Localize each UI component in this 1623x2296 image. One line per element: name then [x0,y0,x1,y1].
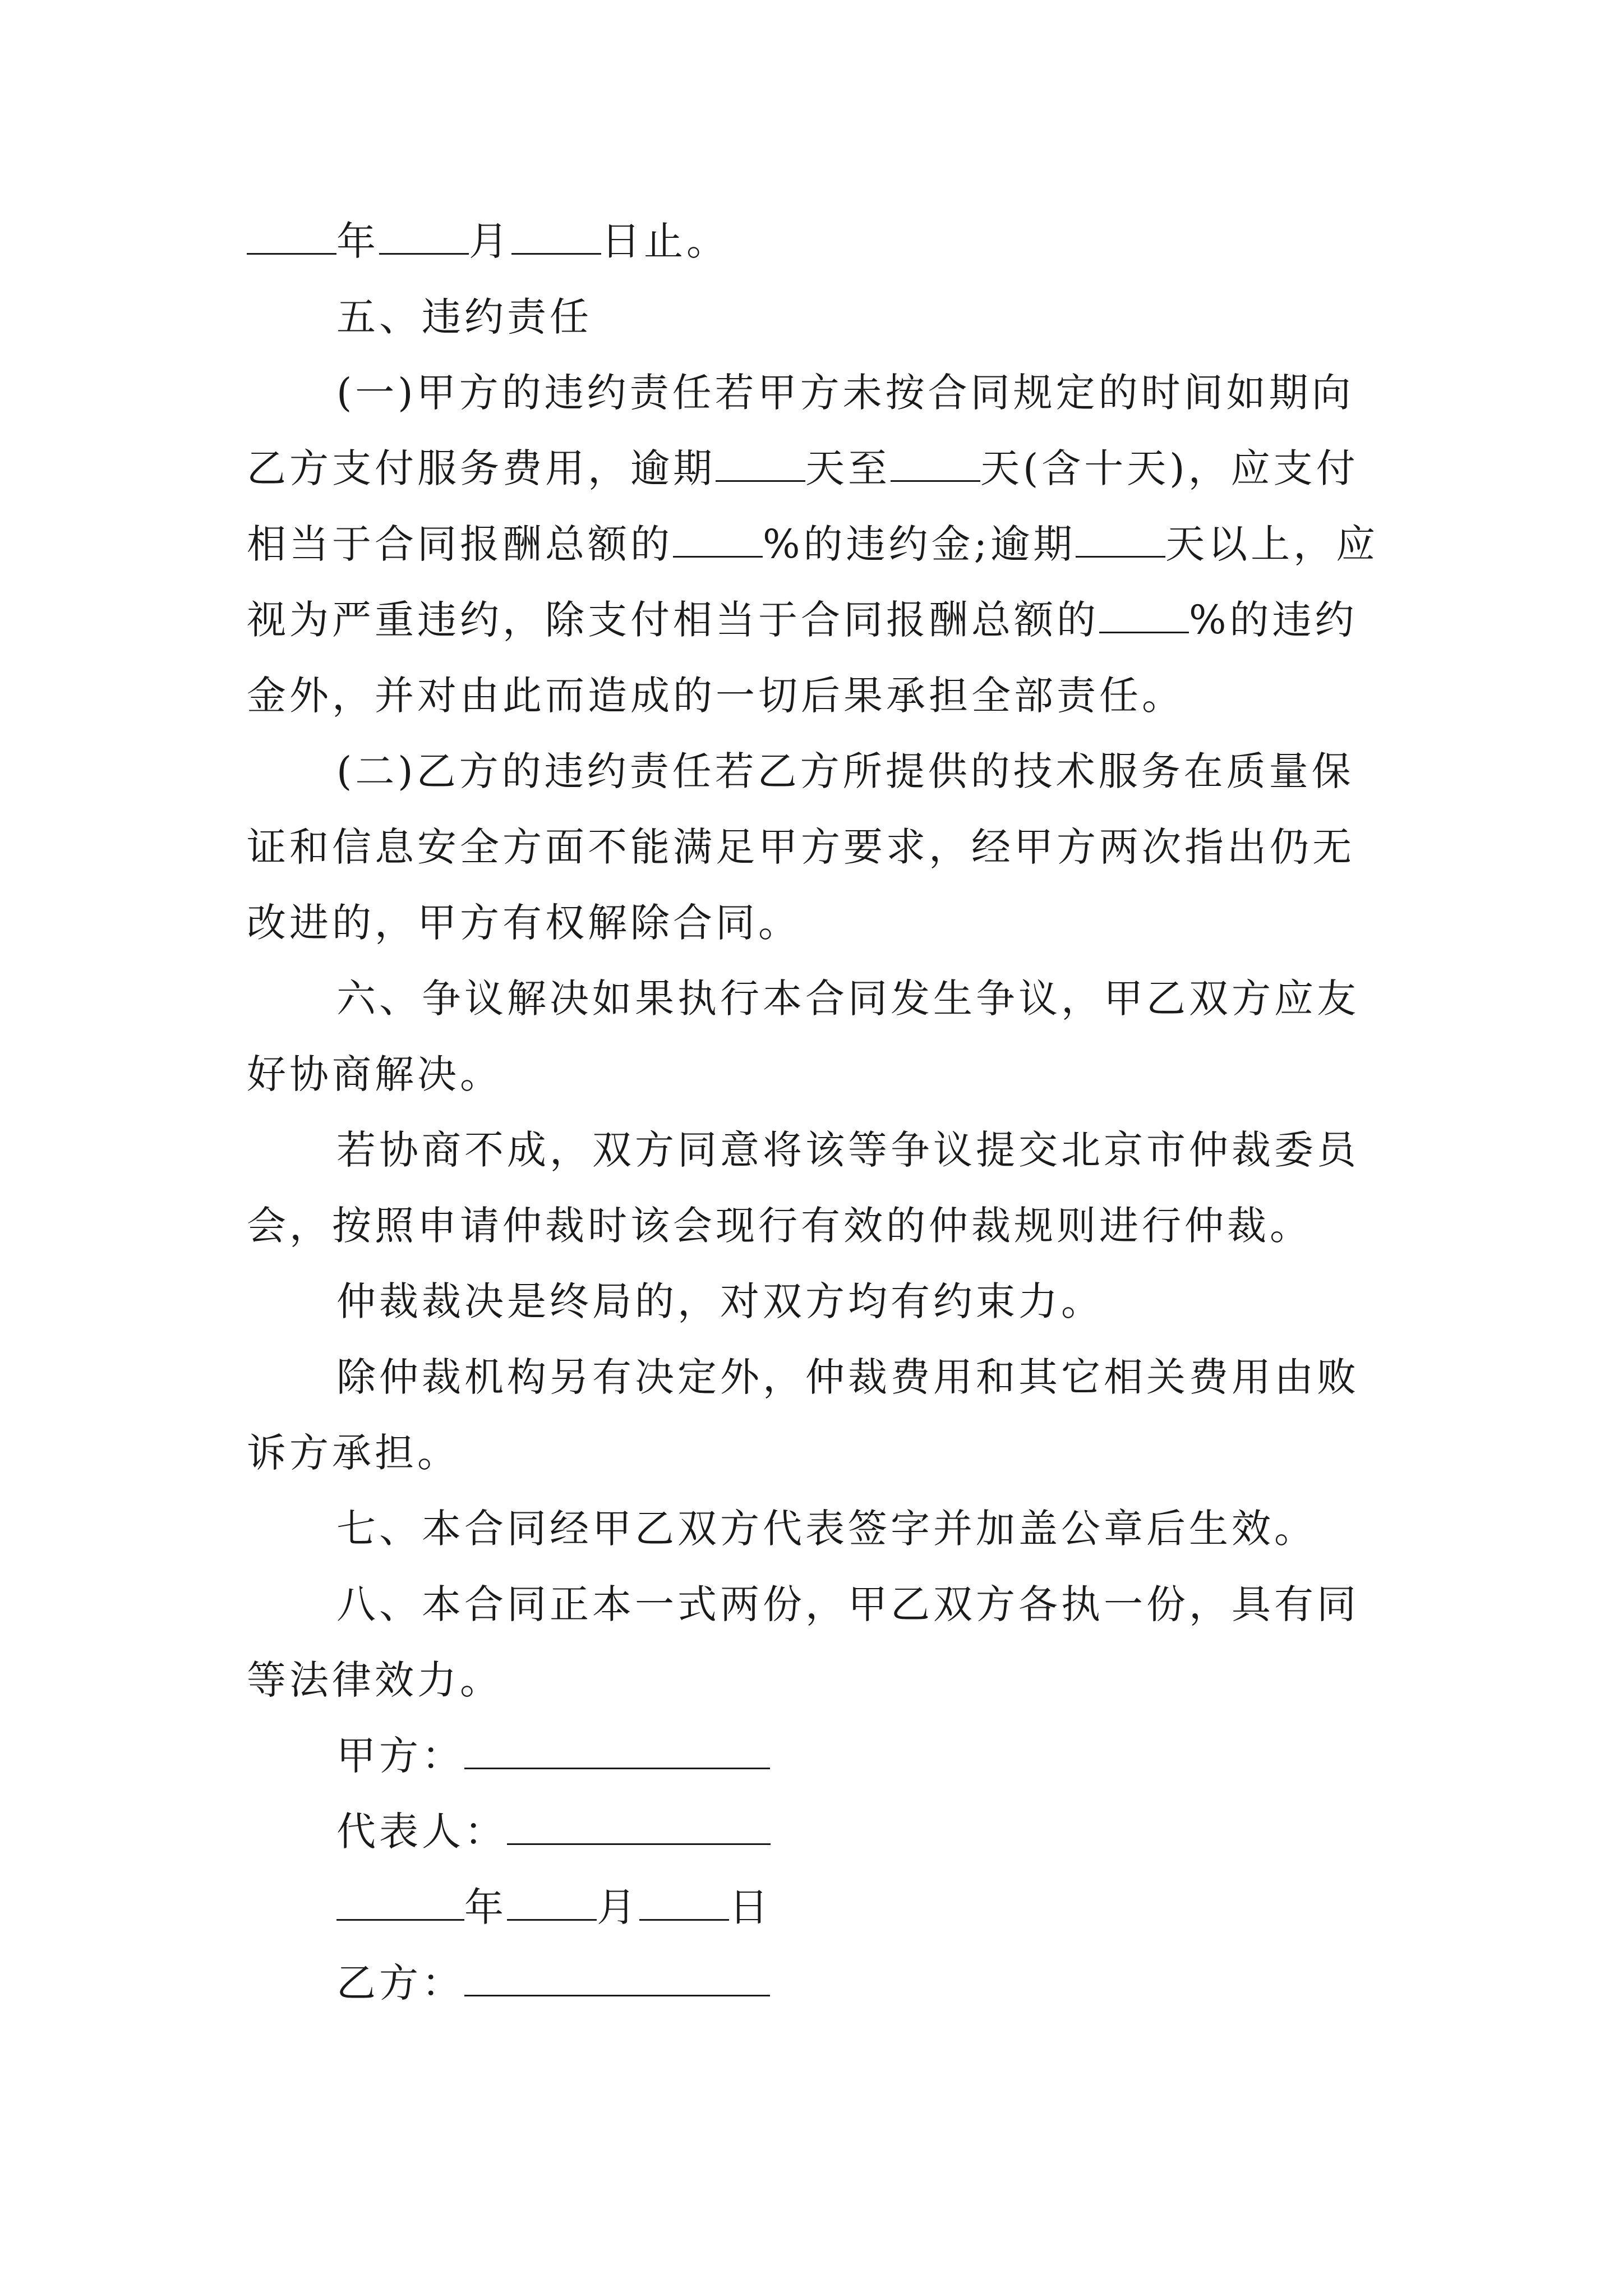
signature-representative: 代表人： [336,1806,771,1857]
signature-blank-party-b [464,1960,770,1996]
para-line: 相当于合同报酬总额的 %的违约金;逾期 天以上，应 [247,521,1379,567]
blank-days-min [716,445,805,482]
blank-year [247,218,336,255]
signature-party-a: 甲方： [336,1731,770,1781]
para-arbitration-fees: 除仲裁机构另有决定外，仲裁费用和其它相关费用由败 [336,1354,1359,1400]
blank-penalty-percent [673,521,763,558]
blank-days-severe [1076,521,1165,558]
para-line: 视为严重违约，除支付相当于合同报酬总额的 %的违约 [247,597,1358,643]
para-arbitration: 若协商不成，双方同意将该等争议提交北京市仲裁委员 [336,1127,1359,1173]
signature-party-b: 乙方： [336,1958,770,2008]
para-line: 诉方承担。 [247,1430,460,1476]
signature-blank-party-a [464,1733,770,1769]
para-party-a-breach: (一)甲方的违约责任若甲方未按合同规定的时间如期向 [336,370,1354,416]
para-line: 改进的，甲方有权解除合同。 [247,900,801,946]
blank-severe-percent [1099,597,1189,633]
para-arbitration-final: 仲裁裁决是终局的，对双方均有约束力。 [336,1278,1104,1324]
blank-days-max [891,445,980,482]
blank-sign-year [336,1884,464,1921]
para-line: 会，按照申请仲裁时该会现行有效的仲裁规则进行仲裁。 [247,1203,1312,1249]
section-heading-breach: 五、违约责任 [336,294,592,340]
section-effectiveness: 七、本合同经甲乙双方代表签字并加盖公章后生效。 [336,1506,1317,1552]
para-line: 证和信息安全方面不能满足甲方要求，经甲方两次指出仍无 [247,824,1355,870]
signature-blank-representative [507,1809,771,1845]
date-end-line: 年 月 日止。 [247,216,729,266]
blank-month [379,218,469,255]
para-party-b-breach: (二)乙方的违约责任若乙方所提供的技术服务在质量保 [336,748,1354,794]
para-line: 乙方支付服务费用，逾期 天至 天(含十天)，应支付 [247,445,1359,491]
section-copies: 八、本合同正本一式两份，甲乙双方各执一份，具有同 [336,1581,1359,1627]
blank-sign-month [507,1884,597,1921]
para-line: 好协商解决。 [247,1051,502,1097]
para-line: 金外，并对由此而造成的一切后果承担全部责任。 [247,673,1184,719]
section-dispute-resolution: 六、争议解决如果执行本合同发生争议，甲乙双方应友 [336,976,1359,1022]
blank-sign-day [639,1884,729,1921]
blank-day [511,218,601,255]
para-line: 等法律效力。 [247,1657,502,1703]
signature-date: 年 月 日 [336,1882,772,1932]
